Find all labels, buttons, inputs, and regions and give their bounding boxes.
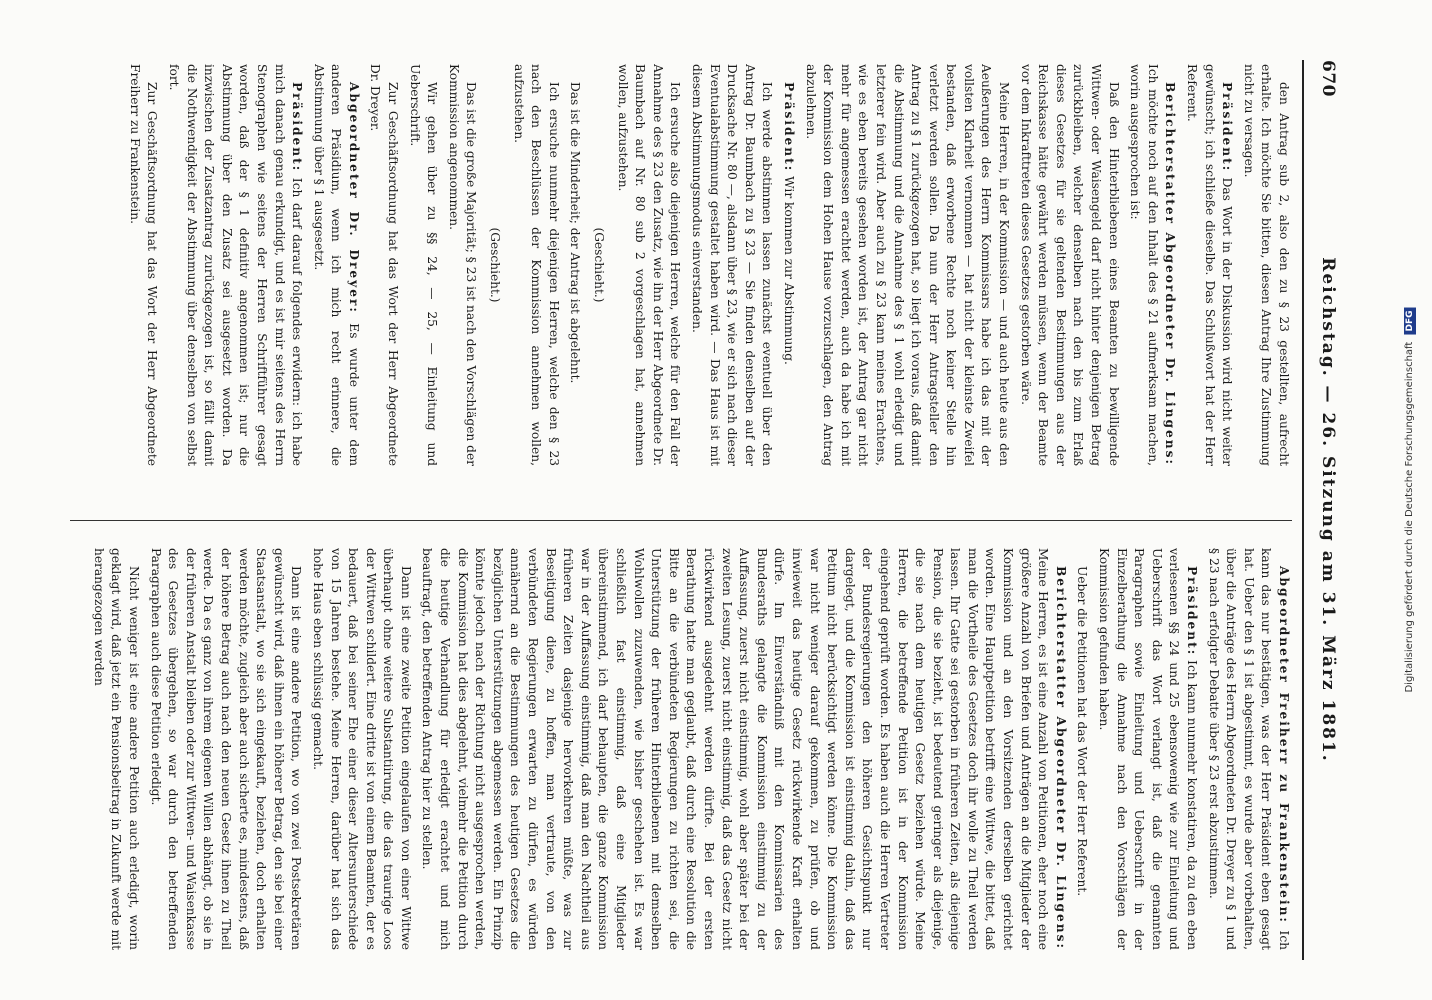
paragraph: [1016, 64, 1122, 466]
paragraph-text: Es wurde unter dem anderen Präsidium, wenn ich mich recht erinnere, die Abstimmung über § 1 ausgesetzt.: [311, 64, 361, 466]
page-number: 670: [1318, 60, 1338, 97]
paragraph-text: Ich kann nunmehr konstatiren, da zu den eben verlesenen §§ 24 und 25 ebensowenig wie zur Einleitung und Ueberschrift das Wort verlangt ist, daß die genannten Paragraphen sowie Einleitung und Ueberschrift in der Einzelberathung die Annahme nach den Vorschlägen der Kommission gefunden haben.: [1097, 548, 1200, 950]
paragraph-text: Dann ist eine andere Petition, wo von zwei Postsekretären gewünscht wird, daß ihnen ein höherer Betrag, den sie bei einer Staatsanstalt, wo sie sich eingekauft, beziehen, doch erhalten werden möchte, zugleich aber auch sicherte es, mindestens, daß der höhere Betrag auch nach den neuen Gesetz ihnen zu Theil werde. Da es ganz von ihrem eigenen Willen abhängt, ob sie in der früheren Anstalt bleiben oder zur Wittwen- und Waisenkasse des Gesetzes übergehen, so war durch den betreffenden Paragraphen auch diese Petition erledigt.: [148, 548, 304, 950]
header-rule: [1302, 60, 1304, 960]
paragraph-text: Das ist die Minderheit; der Antrag ist abgelehnt.: [568, 82, 583, 384]
page-header: [1308, 60, 1342, 960]
paragraph: [1204, 548, 1292, 950]
page-title: Reichstag. — 26. Sitzung am 31. März 1881.: [1318, 257, 1338, 763]
speaker-name: Präsident:: [290, 82, 305, 173]
paragraph: [687, 64, 775, 466]
paragraph: [1126, 64, 1179, 466]
paragraph-text: Zur Geschäftsordnung hat das Wort der Herr Abgeordnete Freiherr zu Frankenstein.: [127, 64, 160, 466]
paragraph: [1182, 64, 1235, 466]
paragraph-text: Meine Herren, in der Kommission — und auch heute aus den Aeußerungen des Herrn Kommissars habe ich das mit der vollsten Klarheit vernommen — hat nicht der kleinste Zweifel bestanden, daß erworbene Rechte noch keiner Stelle hin verletzt werden sollen. Da nun der Herr Antragsteller den Antrag zu § 1 zurückgezogen hat, so liegt ich voraus, daß damit die Abstimmung und die Annahme des § 1 wohl erledigt und letzterer fein wird. Aber auch zu § 23 kann meines Erachtens, wie es eben bereits gesehen worden ist, der Antrag gar nicht mehr für angemessen erachtet werden, auch da habe ich mit der Kommission dem Hohen Hause vorzuschlagen, den Antrag abzulehnen.: [803, 64, 1012, 466]
paragraph-text: Das Wort in der Diskussion wird nicht weiter gewünscht; ich schließe dieselbe. Das Schlußwort hat der Herr Referent.: [1185, 64, 1235, 466]
credit-text: Digitalisierung gefördert durch die Deutsche Forschungsgemeinschaft: [1404, 341, 1415, 693]
paragraph-text: (Geschieht.): [592, 227, 607, 303]
paragraph: [164, 64, 305, 466]
paragraph-text: Wir kommen zur Abstimmung.: [781, 172, 796, 365]
paragraph-text: Das ist die große Majorität; § 23 ist nach den Vorschlägen der Kommission angenommen.: [446, 64, 479, 466]
paragraph-text: Dann ist eine zweite Petition eingelaufen von einer Wittwe überhaupt ohne weitere Substantiirung, die das traurige Loos der Wittwen schildert. Eine dritte ist von einem Beamten, der es bedauert, daß bei seiner Ehe einer dieser Altersunterschiede von 15 Jahren bestehe. Meine Herren, darüber hat sich das hohe Haus eben schlüssig gemacht.: [310, 548, 413, 950]
paragraph-text: Wir gehen über zu §§ 24, — 25, — Einleitung und Ueberschrift.: [407, 64, 440, 466]
stage-direction: [485, 64, 503, 466]
paragraph: [613, 64, 683, 466]
speaker-name: Abgeordneter Dr. Dreyer:: [346, 82, 361, 314]
paragraph: [89, 548, 142, 950]
speaker-name: Präsident:: [1220, 82, 1235, 173]
paragraph: [1094, 548, 1200, 950]
paragraph-text: Ich werde abstimmen lassen zunächst eventuell über den Antrag Dr. Baumbach zu § 23 — Sie finden denselben auf der Drucksache Nr. 80 —, alsdann über § 23, wie er sich nach dieser Eventualabstimmung gestaltet haben wird. — Das Haus ist mit diesem Abstimmungsmodus einverstanden.: [690, 64, 775, 466]
paragraph: [309, 64, 362, 466]
paragraph: [125, 64, 160, 466]
paragraph-text: den Antrag sub 2, also den zu § 23 gestellten, aufrecht erhalte. Ich möchte Sie bitten, diesen Antrag Ihre Zustimmung nicht zu versagen.: [1241, 64, 1291, 466]
column-divider: [70, 520, 1292, 521]
paragraph-text: Ueber die Petitionen hat das Wort der Herr Referent.: [1075, 566, 1090, 897]
paragraph: [1239, 64, 1292, 466]
paragraph-text: Zur Geschäftsordnung hat das Wort der Herr Abgeordnete Dr. Dreyer.: [368, 64, 401, 466]
paragraph: [444, 64, 479, 466]
paragraph: [509, 64, 562, 466]
speaker-name: Präsident:: [781, 82, 796, 173]
paragraph: [779, 64, 797, 466]
paragraph-text: Ich ersuche nunmehr diejenigen Herren, welche den § 23 nach den Beschlüssen der Kommission annehmen wollen, aufzustehen.: [511, 64, 561, 466]
paragraph: [566, 64, 584, 466]
dfg-logo: DFG: [1404, 307, 1416, 334]
stage-direction: [589, 64, 607, 466]
right-column: [70, 548, 1292, 950]
paragraph-text: (Geschieht.): [488, 227, 503, 303]
paragraph-text: Ich kann das nur bestätigen, was der Herr Präsident eben gesagt hat. Ueber den § 1 ist abgestimmt, es wurde aber vorbehalten, über die Anträge des Herrn Abgeordneten Dr. Dreyer zu § 1 und § 23 nach erfolgter Debatte über § 23 erst abzustimmen.: [1206, 548, 1291, 950]
left-column: [70, 64, 1292, 466]
paragraph: [801, 64, 1012, 466]
paragraph: [308, 548, 414, 950]
paragraph-text: Ich möchte noch auf den Inhalt des § 21 aufmerksam machen, worin ausgesprochen ist:: [1128, 64, 1160, 466]
paragraph-text: Ich darf darauf folgendes erwidern: ich habe mich danach genau erkundigt, und es ist mir seitens des Herrn Stenographen wie seitens der Herren Schriftführer gesagt worden, daß der § 1 definitiv angenommen ist; nur die Abstimmung über den Zusatz sei ausgesetzt worden. Da inzwischen der Zusatzantrag zurückgezogen ist, so fällt damit die Nothwendigkeit der Abstimmung über denselben von selbst fort.: [166, 64, 305, 466]
paragraph: [146, 548, 304, 950]
speaker-name: Berichterstatter Abgeordneter Dr. Lingens:: [1163, 82, 1178, 466]
paragraph-text: Ich ersuche also diejenigen Herren, welche für den Fall der Annahme des § 23 den Zusatz, wie ihn der Herr Abgeordnete Dr. Baumbach auf Nr. 80 sub 2 vorgeschlagen hat, annehmen wollen, aufzustehen.: [615, 64, 683, 466]
digitization-credit: [1404, 307, 1416, 692]
paragraph: [405, 64, 440, 466]
paragraph: [1073, 548, 1091, 950]
speaker-name: Präsident:: [1185, 566, 1200, 657]
paragraph: [366, 64, 401, 466]
paragraph: [418, 548, 1069, 950]
paragraph-text: Meine Herren, es ist eine Anzahl von Petitionen, eher noch eine größere Anzahl von Briefen und Anträgen an die Mitglieder der Kommission und an den Vorsitzenden derselben gerichtet worden. Eine Hauptpetition betrifft eine Wittwe, die bittet, daß man die Vortheile des Gesetzes doch ihr wolle zu Theil werden lassen. Ihr Gatte sei gestorben in früheren Zeiten, als diejenige Pension, die sie bezieht, ist bedeutend geringer als diejenige, die sie nach dem heutigen Gesetz beziehen würde. Meine Herren, die betreffende Petition ist in der Kommission eingehend geprüft worden. Es haben auch die Herren Vertreter der Bundesregierungen den höheren Gesichtspunkt nur dargelegt, und die Kommission ist einstimmig dahin, daß das Petitum nicht berücksichtigt werden könne. Die Kommission war nicht weniger darauf gekommen, zu prüfen, ob und inwieweit das heutige Gesetz rückwirkende Kraft erhalten dürfe. Im Einverständniß mit den Kommissarien des Bundesraths gelangte die Kommission einstimmig zu der Auffassung, zuerst nicht einstimmig, wohl aber später bei der zweiten Lesung, zuerst nicht einstimmig, daß das Gesetz nicht rückwirkend ausgedehnt werden dürfte. Bei der ersten Berathung hatte man geglaubt, daß durch eine Resolution die Bitte an die verbündeten Regierungen zu richten sei, die Unterstützung der früheren Hinterbliebenen mit demselben Wohlwollen zuzuwenden, wie bisher geschehen ist. Es war schließlich fast einstimmig, daß eine Mitglieder übereinstimmend, ich darf behaupten, die ganze Kommission war in der Auffassung einstimmig, daß man den Nachtheil aus früheren Zeiten dasjenige hervorkehren müßte, was zur Beseitigung diene, zu hoffen, man vertraute, von den verbündeten Regierungen erwarten zu dürfen, es würden annähernd an die Bestimmungen des heutigen Gesetzes die bezüglichen Unterstützungen abgemessen werden. Ein Prinzip könnte jedoch nach der Richtung nicht ausgesprochen werden, die Kommission hat dies abgelehnt, vielmehr die Petition durch die heutige Verhandlung für erledigt erachtet und mich beauftragt, den betreffenden Antrag hier zu stellen.: [420, 548, 1051, 950]
speaker-name: Berichterstatter Abgeordneter Dr. Lingens:: [1053, 566, 1068, 950]
paragraph-text: Nicht weniger ist eine andere Petition auch erledigt, worin geklagt wird, daß jetzt ein Pensionsbeitrag in Zukunft werde mit herangezogen werden: [91, 548, 141, 950]
speaker-name: Abgeordneter Freiherr zu Frankenstein:: [1277, 566, 1291, 924]
paragraph-text: Daß den Hinterbliebenen eines Beamten zu bewilligende Wittwen- oder Waisengeld darf nicht hinter denjenigen Betrag zurückbleiben, welcher denselben nach den bis zum Erlaß dieses Gesetzes für sie geltenden Bestimmungen aus der Reichskasse hätte gewährt werden müssen, wenn der Beamte vor dem Inkrafttreten dieses Gesetzes gestorben wäre.: [1018, 64, 1121, 466]
